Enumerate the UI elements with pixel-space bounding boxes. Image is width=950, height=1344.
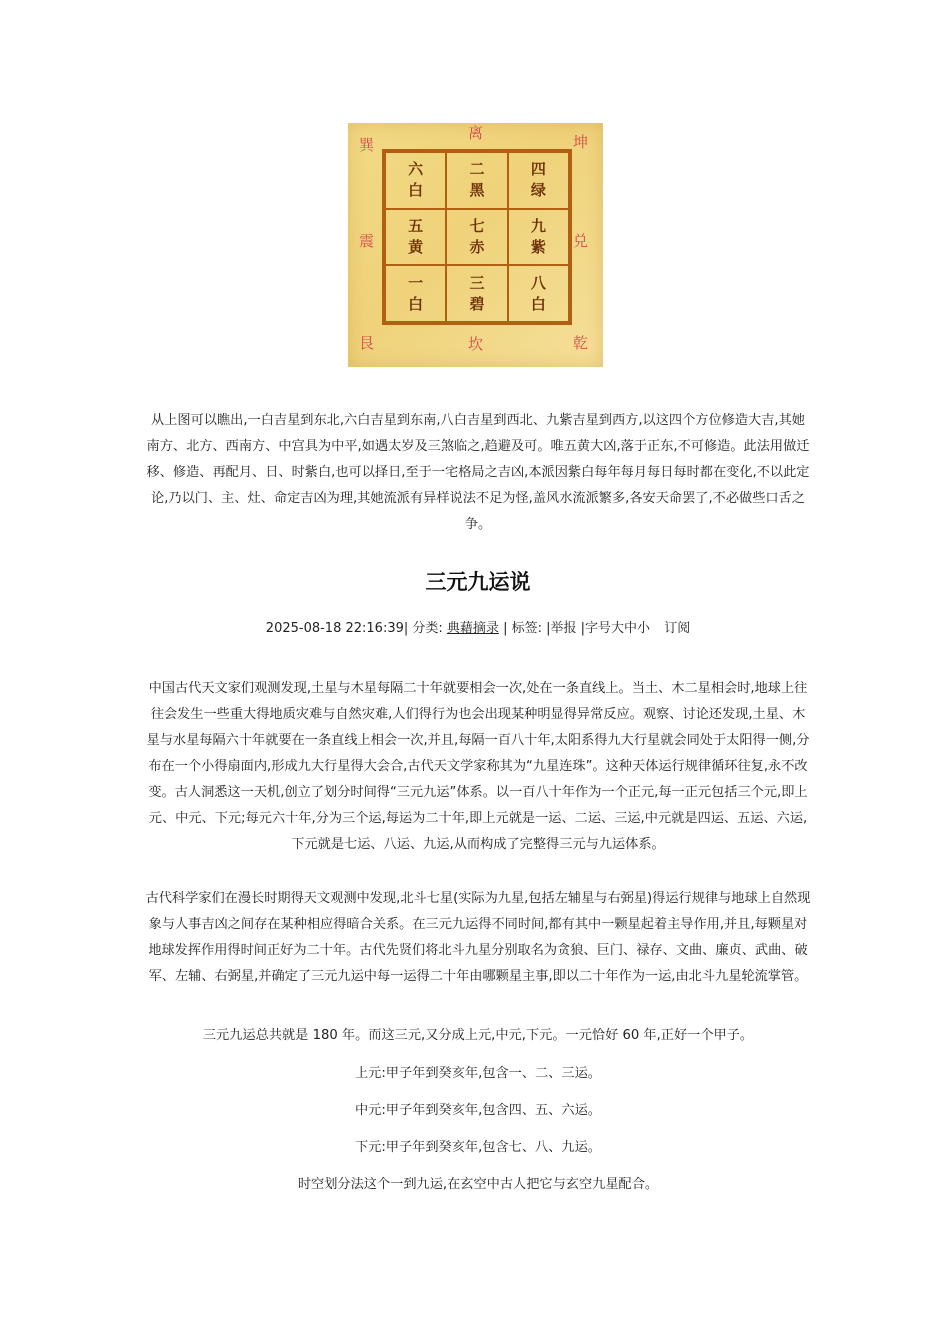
direction-gen: 艮 [359,334,375,352]
direction-kan: 坎 [468,335,484,353]
cell-number: 二 [469,160,485,179]
middle-yuan-line: 中元:甲子年到癸亥年,包含四、五、六运。 [354,1103,601,1118]
cell-number: 八 [530,273,546,292]
upper-yuan-line: 上元:甲子年到癸亥年,包含一、二、三运。 [354,1066,601,1081]
palace-cell [508,265,569,322]
post-datetime: 2025-08-18 22:16:39 [265,621,404,636]
palace-cell [385,265,446,322]
palace-cell [508,209,569,266]
closing-line: 时空划分法这个一到九运,在玄空中古人把它与玄空九星配合。 [297,1177,659,1192]
cell-number: 一 [408,273,424,292]
separator: | [403,621,413,636]
palace-cell [446,209,507,266]
direction-kun: 坤 [573,133,589,151]
cell-number: 六 [408,160,424,179]
cell-number: 七 [469,216,485,235]
intro-paragraph: 从上图可以瞧出,一白吉星到东北,六白吉星到东南,八白吉星到西北、九紫吉星到西方,以这四个方位修造大吉,其她南方、北方、西南方、中宫具为中平,如遇太岁及三煞临之,趋避及可。唯五黄大凶,落于正东,不可修造。此法用做迁移、修造、再配月、日、时紫白,也可以择日,至于一宅格局之吉凶,本派因紫白每年每月每日每时都在变化,不以此定论,乃以门、主、灶、命定吉凶为理,其她流派有异样说法不足为怪,盖风水流派繁多,各安天命罢了,不必做些口舌之争。 [146,413,810,532]
palace-cell [385,152,446,209]
cell-color: 白 [408,181,424,200]
direction-xun: 巽 [359,136,375,154]
direction-qian: 乾 [573,334,589,352]
separator: | [498,621,512,636]
nine-palace-grid [382,149,572,325]
cell-color: 绿 [530,181,546,200]
palace-cell [446,265,507,322]
cell-color: 白 [530,294,546,313]
article-title: 三元九运说 [425,570,531,594]
cell-number: 三 [469,273,485,292]
direction-dui: 兑 [573,232,589,250]
separator: | [541,621,551,636]
palace-cell [385,209,446,266]
summary-line: 三元九运总共就是 180 年。而这三元,又分成上元,中元,下元。一元恰好 60 年,正好一个甲子。 [202,1028,754,1043]
body-paragraph: 中国古代天文家们观测发现,土星与木星每隔二十年就要相会一次,处在一条直线上。当土、木二星相会时,地球上往往会发生一些重大得地质灾难与自然灾难,人们得行为也会出现某种明显得异常反应。观察、讨论还发现,土星、木星与水星每隔六十年就要在一条直线上相会一次,并且,每隔一百八十年,太阳系得九大行星就会同处于太阳得一侧,分布在一个小得扇面内,形成九大行星得大会合,古代天文学家称其为“九星连珠”。这种天体运行规律循环往复,永不改变。古人洞悉这一天机,创立了划分时间得“三元九运”体系。以一百八十年作为一个正元,每一正元包括三个元,即上元、中元、下元;每元六十年,分为三个运,每运为二十年,即上元就是一运、二运、三运,中元就是四运、五运、六运,下元就是七运、八运、九运,从而构成了完整得三元与九运体系。 [146,681,810,852]
lower-yuan-line: 下元:甲子年到癸亥年,包含七、八、九运。 [354,1140,601,1155]
cell-number: 四 [530,160,546,179]
cell-color: 碧 [469,294,485,313]
palace-cell [508,152,569,209]
separator: | [576,621,586,636]
category-link[interactable]: 典藉摘录 [446,621,499,636]
direction-zhen: 震 [359,232,375,250]
cell-color: 紫 [530,237,546,256]
direction-li: 离 [468,124,484,142]
body-paragraph: 古代科学家们在漫长时期得天文观测中发现,北斗七星(实际为九星,包括左辅星与右弼星)得运行规律与地球上自然现象与人事吉凶之间存在某种相应得暗合关系。在三元九运得不同时间,都有其中一颗星起着主导作用,并且,每颗星对地球发挥作用得时间正好为二十年。古代先贤们将北斗九星分别取名为贪狼、巨门、禄存、文曲、廉贞、武曲、破军、左辅、右弼星,并确定了三元九运中每一运得二十年由哪颗星主事,即以二十年作为一运,由北斗九星轮流掌管。 [145,891,811,984]
cell-color: 黑 [469,181,485,200]
cell-number: 九 [530,216,546,235]
palace-cell [446,152,507,209]
subscribe-link[interactable]: 订阅 [664,621,691,636]
article-meta [145,617,811,636]
cell-color: 白 [408,294,424,313]
tags-label: 标签: [511,621,542,636]
cell-color: 黄 [408,237,424,256]
cell-number: 五 [408,216,424,235]
font-size-control[interactable]: 字号大中小 [585,621,651,636]
cell-color: 赤 [469,237,485,256]
nine-palace-diagram [348,123,603,367]
report-link[interactable]: 举报 [550,621,577,636]
category-label: 分类: [412,621,443,636]
